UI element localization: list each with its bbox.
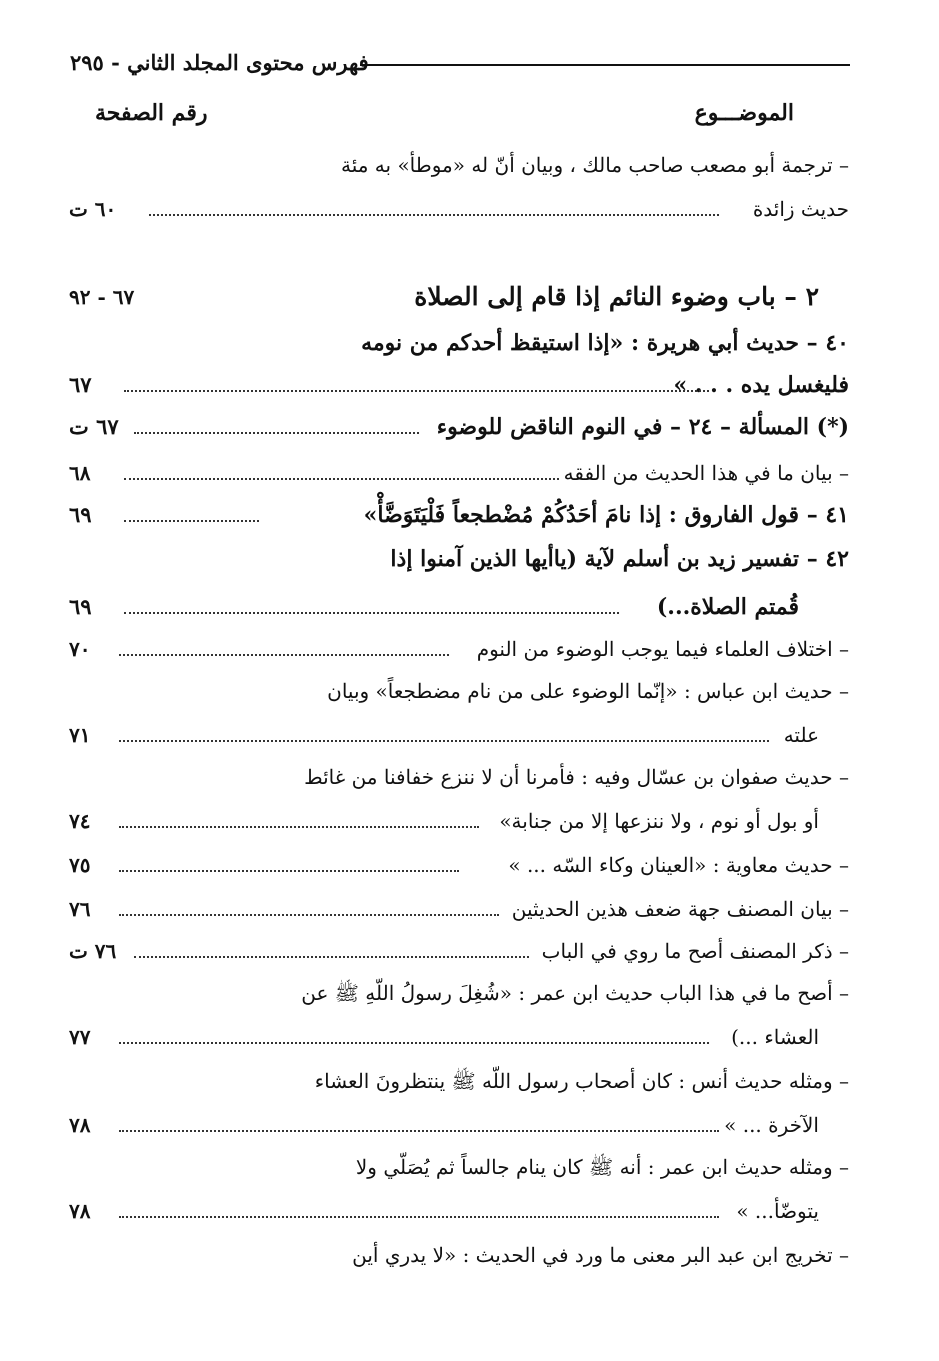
- toc-page-number: ٧٧: [69, 1025, 91, 1049]
- toc-page-number: ٧٨: [69, 1199, 91, 1223]
- toc-entry-text: – أصح ما في هذا الباب حديث ابن عمر : «شُغِلَ رسولُ اللّهِ ﷺ عن: [301, 981, 849, 1005]
- toc-entry-text: ٤٠ – حديث أبي هريرة : «إذا استيقظ أحدكم من نومه: [361, 330, 849, 356]
- leader-dots: [149, 214, 719, 216]
- toc-entry-text: فليغسل يده . . . »: [673, 372, 849, 398]
- toc-entry-text: يتوضّأ... »: [736, 1199, 819, 1223]
- toc-entry-text: علته: [783, 723, 819, 747]
- leader-dots: [134, 956, 529, 958]
- toc-line: [69, 718, 849, 758]
- toc-entry-text: – بيان المصنف جهة ضعف هذين الحديثين: [511, 897, 849, 921]
- leader-dots: [119, 826, 479, 828]
- running-header: [70, 42, 850, 82]
- toc-line: [69, 590, 849, 630]
- running-title: فهرس محتوى المجلد الثاني - ٢٩٥: [70, 50, 369, 75]
- toc-entry-text: – ترجمة أبو مصعب صاحب مالك ، وبيان أنّ له «موطأ» به مئة: [340, 153, 849, 177]
- toc-entry-text: أو بول أو نوم ، ولا ننزعها إلا من جنابة»: [499, 809, 819, 833]
- toc-chapter-line: [69, 280, 849, 320]
- toc-line: [69, 498, 849, 538]
- leader-dots: [124, 520, 259, 522]
- topic-column-header: الموضـــوع: [694, 100, 794, 126]
- leader-dots: [124, 612, 619, 614]
- toc-line: [69, 368, 849, 408]
- leader-dots: [124, 390, 709, 392]
- toc-page-number: ٦٠ ت: [69, 197, 117, 221]
- toc-page-number: ٧٥: [69, 853, 91, 877]
- header-rule: [360, 64, 850, 66]
- leader-dots: [119, 914, 499, 916]
- toc-entry-text: – حديث صفوان بن عسّال وفيه : فأمرنا أن لا ننزع خفافنا من غائط: [304, 765, 849, 789]
- toc-line: [69, 674, 849, 714]
- toc-page-number: ٧١: [69, 723, 91, 747]
- leader-dots: [119, 1042, 709, 1044]
- toc-line: [69, 1064, 849, 1104]
- toc-line: [69, 326, 849, 366]
- leader-dots: [134, 432, 419, 434]
- toc-line: [69, 804, 849, 844]
- toc-line: [69, 1238, 849, 1278]
- toc-entry-text: قُمتم الصلاة...): [656, 594, 799, 620]
- toc-entry-text: – ومثله حديث ابن عمر : أنه ﷺ كان ينام جالساً ثم يُصَلّي ولا: [355, 1155, 849, 1179]
- toc-page-number: ٧٠: [69, 637, 91, 661]
- toc-entry-text: العشاء ...): [731, 1025, 819, 1049]
- toc-line: [69, 892, 849, 932]
- toc-entry-text: ٤٢ – تفسير زيد بن أسلم لآية (ياأيها الذين آمنوا إذا: [390, 546, 849, 572]
- toc-entry-text: – اختلاف العلماء فيما يوجب الوضوء من النوم: [476, 637, 849, 661]
- toc-line: [69, 1194, 849, 1234]
- toc-line: [69, 1150, 849, 1190]
- toc-page-number: ٦٧: [69, 372, 92, 397]
- toc-entry-text: الآخرة ... »: [724, 1113, 819, 1137]
- leader-dots: [124, 478, 559, 480]
- toc-page-number: ٧٨: [69, 1113, 91, 1137]
- leader-dots: [119, 1130, 719, 1132]
- toc-line: [69, 760, 849, 800]
- toc-line: [69, 1108, 849, 1148]
- toc-line: [69, 410, 849, 450]
- toc-line: [69, 848, 849, 888]
- toc-line: [69, 148, 849, 188]
- toc-entry-text: ٤١ – قول الفاروق : إذا نامَ أحَدُكُمْ مُضْطجعاً فَلْيَتَوَضَّأْ»: [363, 502, 849, 528]
- toc-entry-text: – ذكر المصنف أصح ما روي في الباب: [541, 939, 849, 963]
- toc-entry-text: – حديث معاوية : «العينان وكاء السّه ... »: [508, 853, 849, 877]
- toc-line: [69, 976, 849, 1016]
- toc-entry-text: حديث زائدة: [752, 197, 849, 221]
- toc-entry-text: – تخريج ابن عبد البر معنى ما ورد في الحديث : «لا يدري أين: [352, 1243, 849, 1267]
- toc-line: [69, 1020, 849, 1060]
- toc-page-number: ٦٧ ت: [69, 414, 119, 439]
- toc-page-range: ٦٧ - ٩٢: [69, 285, 135, 309]
- toc-page-number: ٦٨: [69, 461, 91, 485]
- toc-line: [69, 542, 849, 582]
- toc-page-number: ٧٤: [69, 809, 91, 833]
- toc-line: [69, 632, 849, 672]
- toc-entry-text: – ومثله حديث أنس : كان أصحاب رسول اللّه ﷺ ينتظرونَ العشاء: [314, 1069, 849, 1093]
- leader-dots: [119, 654, 449, 656]
- toc-line: [69, 456, 849, 496]
- toc-page-number: ٧٦: [69, 897, 91, 921]
- toc-page-number: ٦٩: [69, 594, 92, 619]
- leader-dots: [119, 1216, 719, 1218]
- toc-entry-text: (*) المسألة – ٢٤ – في النوم الناقض للوضوء: [436, 414, 849, 440]
- toc-line: [69, 934, 849, 974]
- toc-line: [69, 192, 849, 232]
- toc-page-number: ٧٦ ت: [69, 939, 117, 963]
- leader-dots: [119, 870, 459, 872]
- leader-dots: [119, 740, 769, 742]
- toc-page-number: ٦٩: [69, 502, 92, 527]
- toc-entry-text: – حديث ابن عباس : «إنّما الوضوء على من نام مضطجعاً» وبيان: [327, 679, 849, 703]
- toc-entry-text: – بيان ما في هذا الحديث من الفقه: [563, 461, 849, 485]
- toc-chapter-title: ٢ – باب وضوء النائم إذا قام إلى الصلاة: [414, 282, 819, 311]
- page-column-header: رقم الصفحة: [95, 100, 208, 126]
